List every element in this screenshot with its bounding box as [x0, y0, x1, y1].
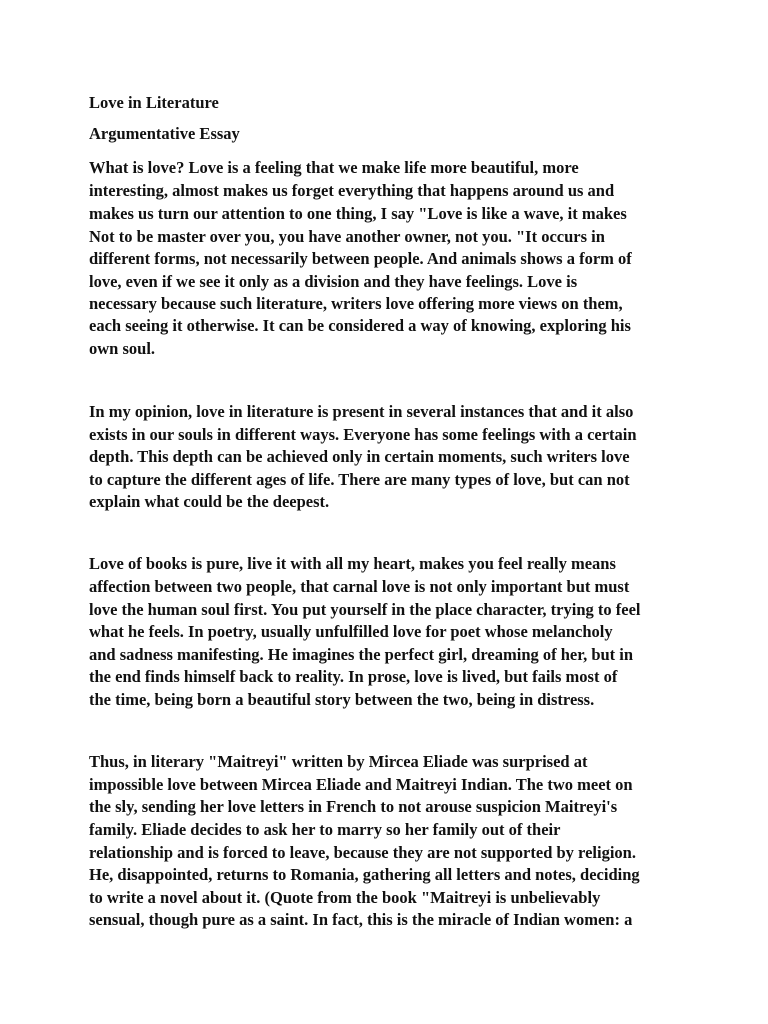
paragraph-line: depth. This depth can be achieved only in certain moments, such writers love	[89, 447, 630, 466]
paragraph-line: Not to be master over you, you have another owner, not you. "It occurs in	[89, 227, 605, 246]
paragraph-line: Love of books is pure, live it with all my heart, makes you feel really means	[89, 554, 616, 573]
paragraph-line: He, disappointed, returns to Romania, gathering all letters and notes, deciding	[89, 865, 640, 884]
paragraph-line: each seeing it otherwise. It can be considered a way of knowing, exploring his	[89, 316, 631, 335]
document-subtitle: Argumentative Essay	[89, 124, 240, 143]
paragraph-line: to capture the different ages of life. There are many types of love, but can not	[89, 470, 630, 489]
paragraph-line: what he feels. In poetry, usually unfulfilled love for poet whose melancholy	[89, 622, 613, 641]
paragraph-line: the sly, sending her love letters in French to not arouse suspicion Maitreyi's	[89, 797, 618, 816]
paragraph-line: exists in our souls in different ways. Everyone has some feelings with a certain	[89, 425, 637, 444]
paragraph-line: sensual, though pure as a saint. In fact, this is the miracle of Indian women: a	[89, 910, 633, 929]
paragraph-line: to write a novel about it. (Quote from the book "Maitreyi is unbelievably	[89, 888, 601, 907]
paragraph-line: Thus, in literary "Maitreyi" written by Mircea Eliade was surprised at	[89, 752, 588, 771]
paragraph-line: In my opinion, love in literature is present in several instances that and it also	[89, 402, 634, 421]
paragraph-line: makes us turn our attention to one thing, I say "Love is like a wave, it makes	[89, 204, 627, 223]
paragraph-line: interesting, almost makes us forget everything that happens around us and	[89, 181, 615, 200]
paragraph-line: explain what could be the deepest.	[89, 492, 330, 511]
paragraph-line: affection between two people, that carnal love is not only important but must	[89, 577, 630, 596]
paragraph-line: relationship and is forced to leave, because they are not supported by religion.	[89, 843, 636, 862]
document-title: Love in Literature	[89, 93, 219, 112]
paragraph-line: family. Eliade decides to ask her to marry so her family out of their	[89, 820, 561, 839]
paragraph-line: and sadness manifesting. He imagines the perfect girl, dreaming of her, but in	[89, 645, 634, 664]
paragraph-line: own soul.	[89, 339, 156, 358]
paragraph-line: love, even if we see it only as a division and they have feelings. Love is	[89, 272, 578, 291]
paragraph-line: What is love? Love is a feeling that we make life more beautiful, more	[89, 158, 579, 177]
paragraph-line: love the human soul first. You put yourself in the place character, trying to feel	[89, 600, 641, 619]
paragraph-line: necessary because such literature, writers love offering more views on them,	[89, 294, 623, 313]
paragraph-line: the time, being born a beautiful story between the two, being in distress.	[89, 690, 595, 709]
paragraph-line: the end finds himself back to reality. In prose, love is lived, but fails most of	[89, 667, 618, 686]
paragraph-line: impossible love between Mircea Eliade and Maitreyi Indian. The two meet on	[89, 775, 633, 794]
paragraph-line: different forms, not necessarily between people. And animals shows a form of	[89, 249, 632, 268]
